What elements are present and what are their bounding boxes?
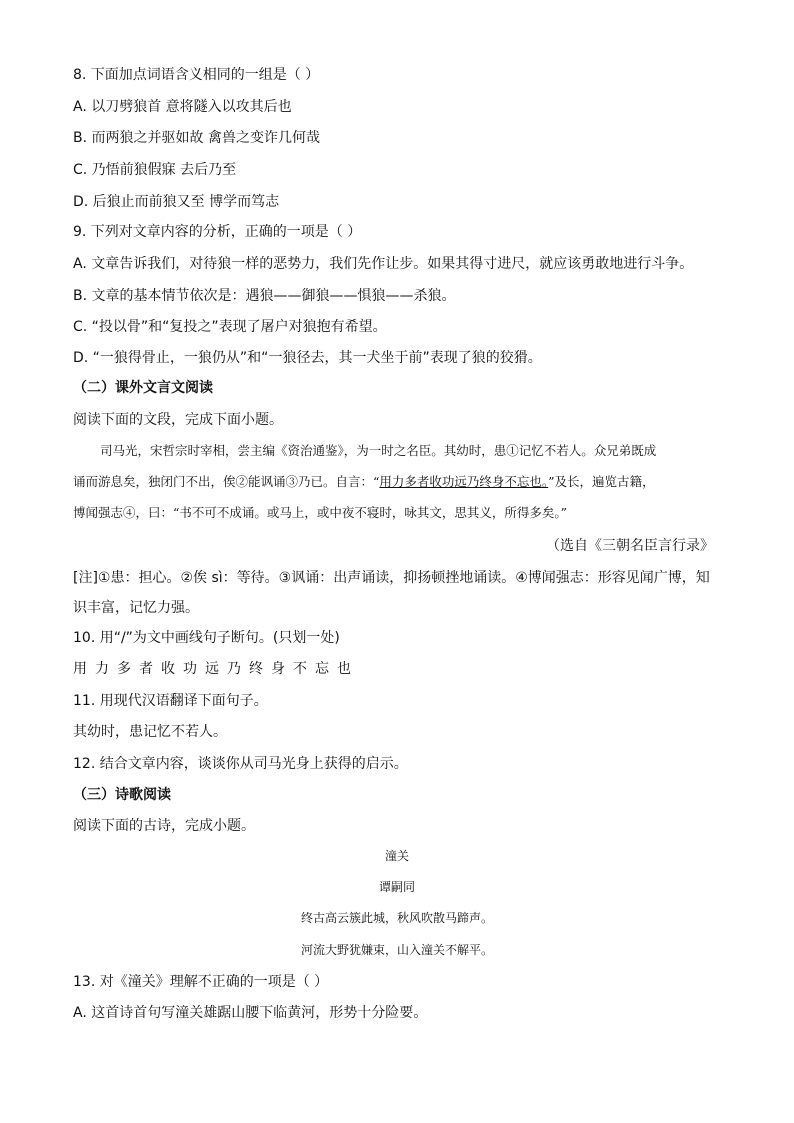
annotation-line-2: 识丰富，记忆力强。: [73, 600, 199, 616]
passage-line-3: 博闻强志④，曰：“书不可不成诵。或马上，或中夜不寝时，咏其文，思其义，所得多矣。”: [73, 505, 568, 520]
section2-instruction: 阅读下面的文段，完成下面小题。: [73, 412, 283, 428]
q11-stem: 11. 用现代汉语翻译下面句子。: [73, 693, 268, 709]
q11-sentence: 其幼时，患记忆不若人。: [73, 724, 227, 740]
poem-line-2: 河流大野犹嫌束，山入潼关不解平。: [300, 943, 493, 957]
q9-option-c: C. “投以骨”和“复投之”表现了屠户对狼抱有希望。: [73, 319, 387, 335]
q8-option-a: A. 以刀劈狼首 意将隧入以攻其后也: [73, 99, 292, 115]
passage-line-2-end: ”及长，遍览古籍，: [548, 474, 655, 489]
q8-option-b: B. 而两狼之并驱如故 禽兽之变诈几何哉: [73, 130, 320, 146]
section3-heading: （三）诗歌阅读: [73, 787, 171, 803]
passage-line-2-start: 诵而游息矣，独闭门不出，俟②能讽诵③乃已。自言：“: [73, 474, 380, 489]
passage-line-2: [73, 472, 655, 492]
q10-stem: 10. 用“/”为文中画线句子断句。(只划一处): [73, 630, 340, 646]
poem-title: 潼关: [384, 849, 409, 863]
poem-line-1: 终古高云簇此城，秋风吹散马蹄声。: [300, 911, 493, 925]
section3-instruction: 阅读下面的古诗，完成小题。: [73, 818, 255, 834]
q9-option-d: D. “一狼得骨止，一狼仍从”和“一狼径去，其一犬坐于前”表现了狼的狡猾。: [73, 350, 542, 366]
q10-sentence: 用力多者收功远乃终身不忘也: [73, 661, 359, 677]
passage-source: （选自《三朝名臣言行录》: [546, 538, 714, 554]
section2-heading: （二）课外文言文阅读: [73, 380, 213, 396]
underlined-sentence: 用力多者收功远乃终身不忘也。: [379, 474, 549, 489]
passage-line-1: 司马光，宋哲宗时宰相，尝主编《资治通鉴》，为一时之名臣。其幼时，患①记忆不若人。众兄弟既成: [100, 443, 657, 458]
q8-option-c: C. 乃悟前狼假寐 去后乃至: [73, 162, 237, 178]
q8-stem: 8. 下面加点词语含义相同的一组是（ ）: [73, 67, 320, 83]
q9-option-b: B. 文章的基本情节依次是：遇狼——御狼——惧狼——杀狼。: [73, 288, 456, 304]
q8-option-d: D. 后狼止而前狼又至 博学而笃志: [73, 194, 280, 210]
q9-stem: 9. 下列对文章内容的分析，正确的一项是（ ）: [73, 224, 362, 240]
q12-stem: 12. 结合文章内容，谈谈你从司马光身上获得的启示。: [73, 756, 408, 772]
annotation-line-1: [注]①患：担心。②俟 sì：等待。③讽诵：出声诵读，抑扬顿挫地诵读。④博闻强志：形容见闻广博，知: [73, 570, 710, 586]
q13-option-a: A. 这首诗首句写潼关雄踞山腰下临黄河，形势十分险要。: [73, 1005, 428, 1021]
q13-stem: 13. 对《潼关》理解不正确的一项是（ ）: [73, 974, 329, 990]
poem-author: 谭嗣同: [378, 880, 415, 894]
q9-option-a: A. 文章告诉我们，对待狼一样的恶势力，我们先作让步。如果其得寸进尺，就应该勇敢地进行斗争。: [73, 256, 694, 272]
